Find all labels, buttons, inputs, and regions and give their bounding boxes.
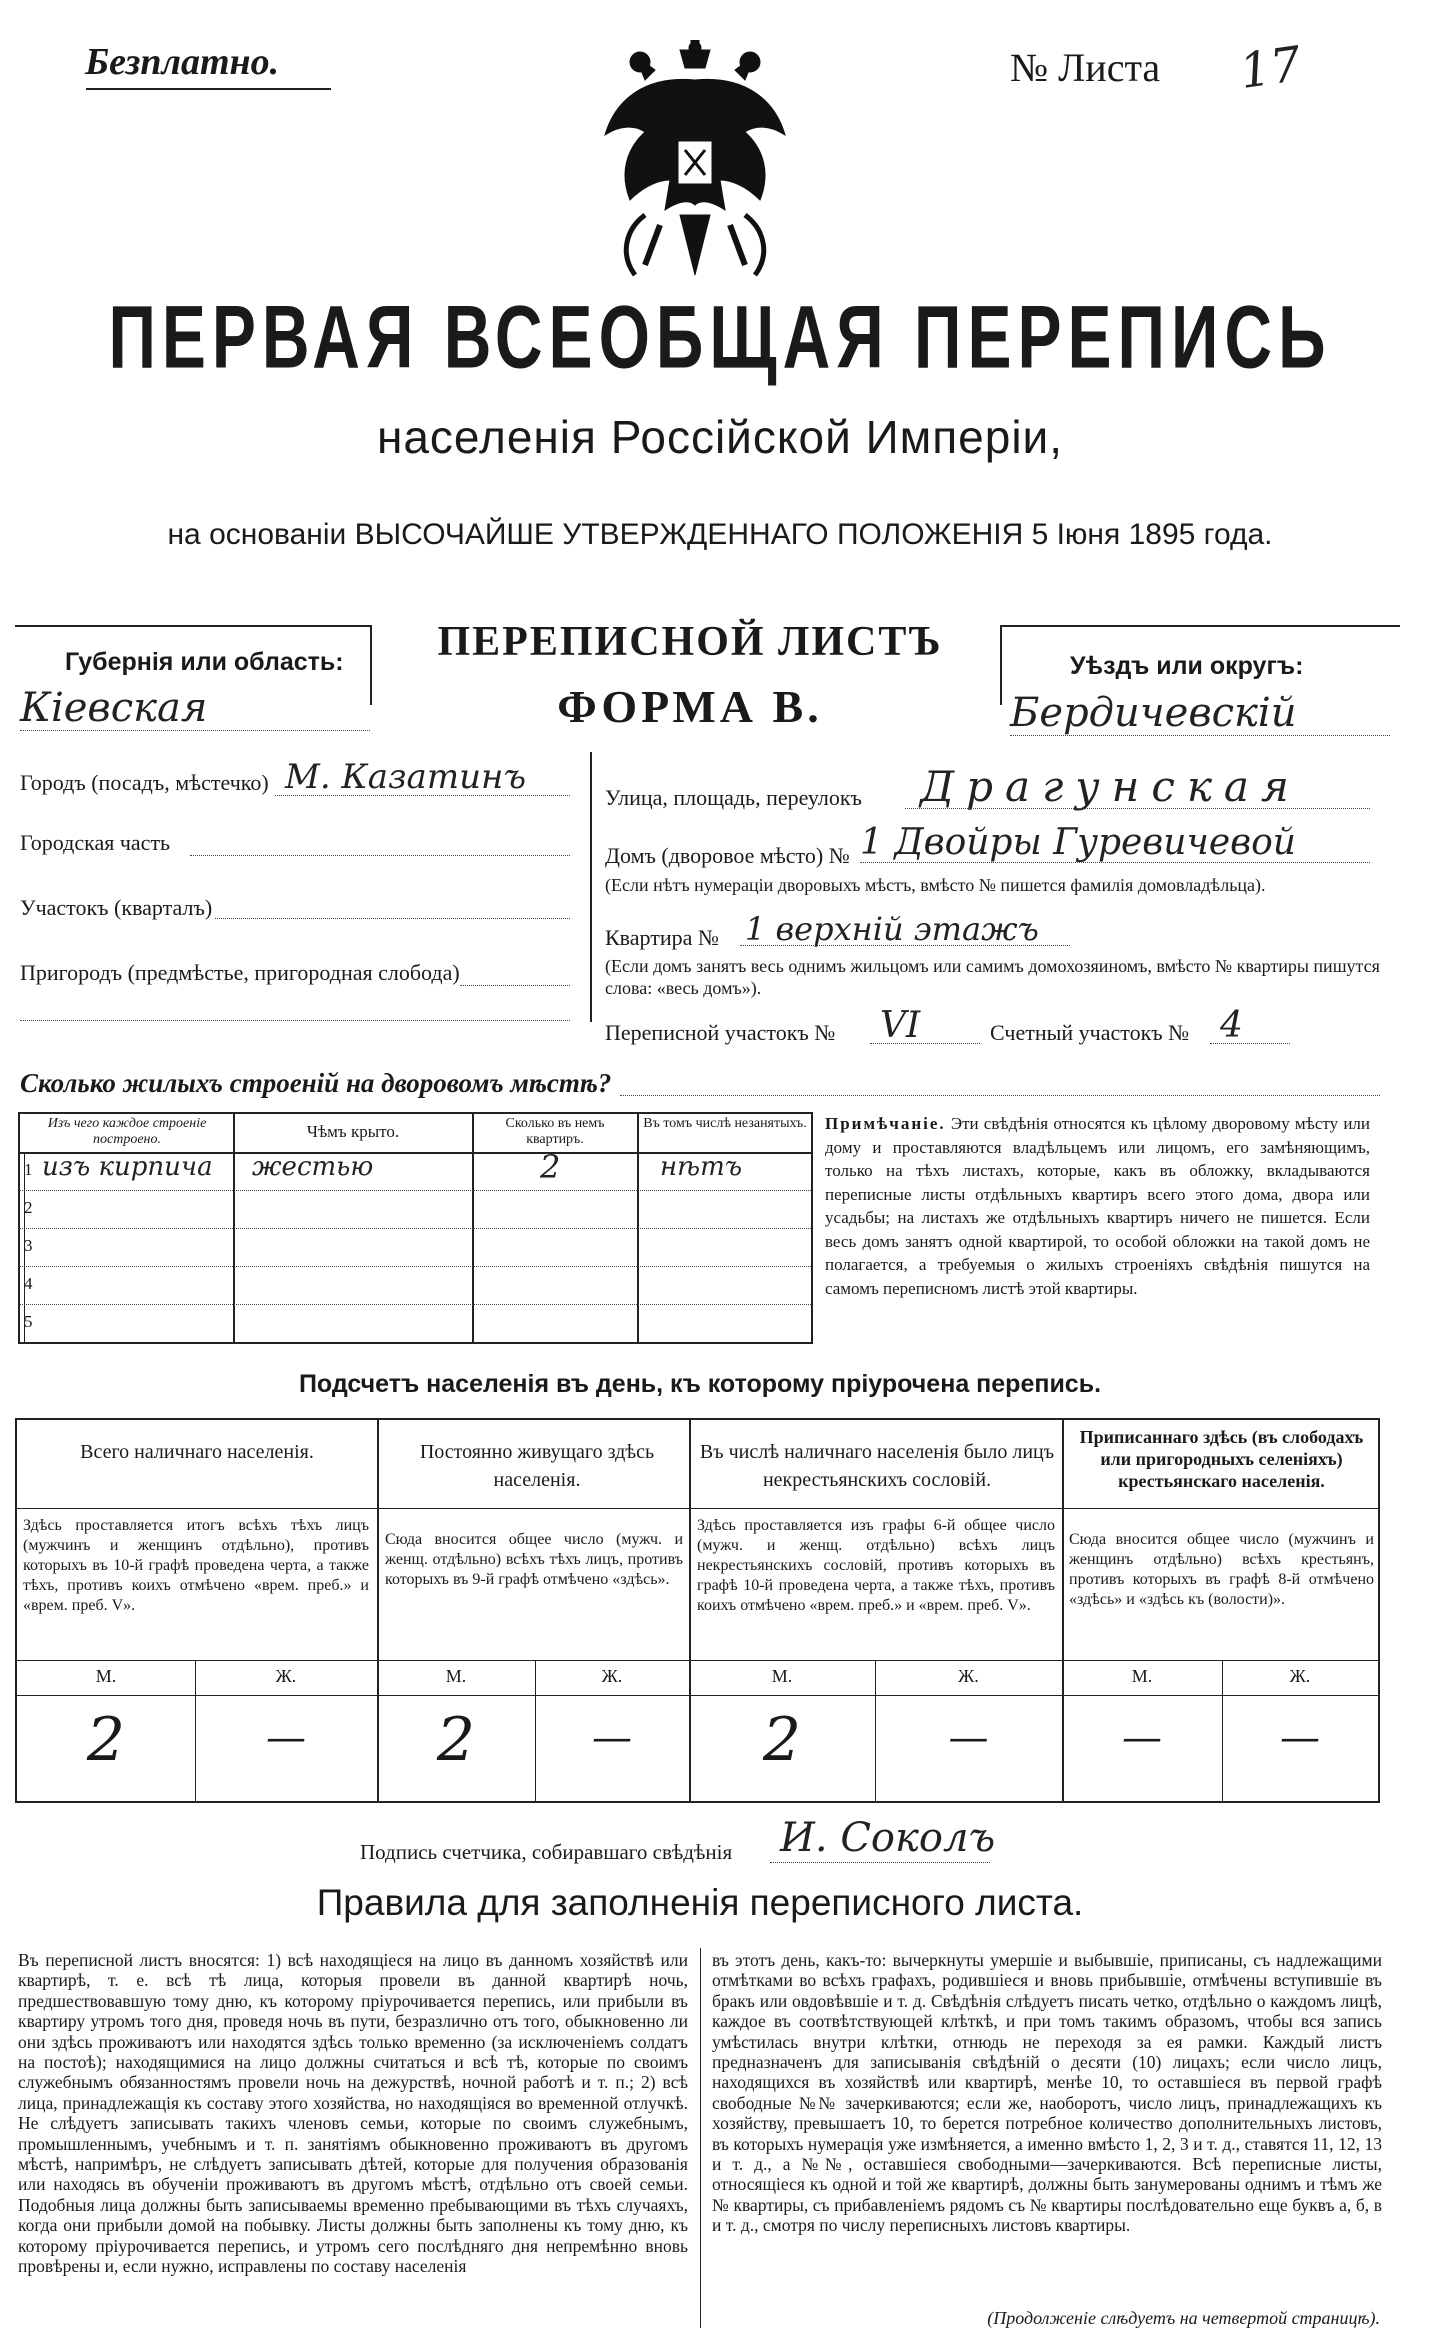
divider <box>1000 625 1400 627</box>
census-area-value: VI <box>880 1005 921 1046</box>
row-number: 5 <box>24 1312 33 1331</box>
row-apartments: 2 <box>540 1148 561 1186</box>
divider <box>1000 625 1002 705</box>
signature-value: И. Соколъ <box>780 1815 996 1861</box>
gubernia-value: Кіевская <box>20 685 208 731</box>
rule <box>215 918 570 919</box>
street-label: Улица, площадь, переулокъ <box>605 785 862 810</box>
street-value: Драгунская <box>920 762 1301 811</box>
divider <box>700 1948 701 2328</box>
population-title: Подсчетъ населенія въ день, къ которому пріурочена перепись. <box>298 1370 1102 1398</box>
rules-left-column: Въ переписной листъ вносятся: 1) всѣ находящіеся на лицо въ данномъ хозяйствѣ или квартирѣ, т. е. всѣ тѣ лица, которыя провели въ данной квартирѣ ночь, предшествовавшую тому дню, къ которому пріурочивается перепись, или прибыли въ квартиру утромъ того дня, проведя ночь въ пути, безразлично отъ того, обыкновенно ли они здѣсь проживаютъ или находятся здѣсь только временно (за исключеніемъ солдатъ на постоѣ); находящимися на лицо должны считаться и всѣ тѣ, которые по своимъ служебнымъ обязанностямъ провели ночь на дежурствѣ, ночной работѣ и т. п.; 2) всѣ лица, принадлежащія къ составу этого хозяйства, но находящіяся во временной отлучкѣ. Не слѣдуетъ записывать такихъ членовъ семьи, которые по своимъ служебнымъ, промышленнымъ, учебнымъ и т. п. занятіямъ обыкновенно проживаютъ въ другомъ мѣстѣ, напримѣръ, не слѣдуетъ записывать дѣтей, которые для получения образованія или находясь въ обученіи проживаютъ въ другомъ мѣстѣ, отдѣльно отъ своей семьи. Подобныя лица должны быть записываемы временно пребывающими въ тѣхъ случаяхъ, когда они прибыли домой на побывку. Листы должны быть заполнены къ тому дню, къ которому пріурочивается перепись, и утромъ сего послѣдняго дня непремѣнно вновь провѣрены и, если нужно, исправлены по составу населенія <box>18 1950 688 2277</box>
population-table <box>15 1418 1380 1803</box>
apartment-value: 1 верхній этажъ <box>745 910 1039 948</box>
table-row <box>20 1190 811 1229</box>
form-title: ПЕРЕПИСНОЙ ЛИСТЪ <box>437 619 943 665</box>
apartment-note: (Если домъ занятъ весь однимъ жильцомъ или самимъ домохозяиномъ, вмѣсто № квартиры пишутся слова: «весь домъ»). <box>605 956 1380 998</box>
census-area-label: Переписной участокъ № <box>605 1020 836 1045</box>
house-label: Домъ (дворовое мѣсто) № <box>605 843 850 868</box>
f-value: — <box>266 1715 306 1761</box>
sheet-no-value: 17 <box>1236 36 1305 100</box>
rule <box>860 862 1370 863</box>
buildings-note <box>825 1112 1370 1300</box>
rules-right-column: въ этотъ день, какъ-то: вычеркнуты умершіе и выбывшіе, приписаны, съ надлежащими отмѣтками во всѣхъ графахъ, родившіеся и вновь прибывшіе, отмѣчены вступившіе въ бракъ или овдовѣвшіе и т. д. Свѣдѣнія слѣдуетъ писать четко, отдѣльно о каждомъ лицѣ, каждое въ соотвѣтствующей клѣткѣ, и при томъ такимъ образомъ, чтобы вся запись умѣстилась внутри клѣтки, отнюдь не переходя за ея рамки. Каждый листъ предназначенъ для записыванія свѣдѣній о десяти (10) лицахъ; если число лицъ, находящихся въ хозяйствѣ или квартирѣ, менѣе 10, то оставшіеся въ первой графѣ свободные №№ зачеркиваются; если же, наоборотъ, число лицъ, принадлежащихъ къ хозяйству, превышаетъ 10, то берется потребное количество дополнительныхъ листовъ, въ которыхъ нумерація уже измѣняется, а именно вмѣсто 1, 2, 3 и т. д., ставятся 11, 12, 13 и т. д., а №№, оставшіеся свободными—зачеркиваются. Всѣ переписные листы, относящіеся къ одной и той же квартирѣ, должны быть занумерованы однимъ и тѣмъ же № квартиры, съ прибавленіемъ рядомъ съ № квартиры послѣдовательно еще буквъ а, б, в и т. д., смотря по числу переписныхъ листовъ квартиры. <box>712 1950 1382 2236</box>
pop-col-header-total: Всего наличнаго населенія. <box>80 1441 314 1463</box>
pop-col-header-peasant: Приписаннаго здѣсь (въ слободахъ или пригородныхъ селеніяхъ) крестьянскаго населенія. <box>1079 1427 1364 1491</box>
m-value: 2 <box>436 1705 476 1775</box>
rules-title: Правила для заполненія переписного листа. <box>316 1882 1084 1923</box>
buildings-question: Сколько жилыхъ строеній на дворовомъ мѣстѣ? <box>20 1068 612 1098</box>
pop-col-header-permanent: Постоянно живущаго здѣсь населенія. <box>419 1441 655 1491</box>
pop-col-note-peasant: Сюда вносится общее число (мужчинъ и женщинъ отдѣльно) всѣхъ крестьянъ, противъ которыхъ въ графѣ 8-й отмѣчено «здѣсь» и «здѣсь къ (волости)». <box>1069 1531 1374 1608</box>
rule <box>870 1043 980 1044</box>
pop-col-note-nonpeasant: Здѣсь проставляется изъ графы 6-й общее число (мужч. и женщ. отдѣльно) всѣхъ лицъ некрестьянскихъ сословій, противъ которыхъ въ графѣ 10-й проведена черта, а также тѣхъ, противъ коихъ отмѣчено «врем. преб.» и «врем. преб. V». <box>697 1517 1055 1614</box>
rule <box>275 795 570 796</box>
rule <box>905 808 1370 809</box>
divider <box>370 625 372 705</box>
col-header-material: Изъ чего каждое строеніе построено. <box>47 1116 207 1147</box>
m-label: М. <box>445 1666 467 1686</box>
apartment-label: Квартира № <box>605 925 719 950</box>
f-value: — <box>592 1715 632 1761</box>
table-row <box>20 1304 811 1342</box>
m-label: М. <box>771 1666 793 1686</box>
col-header-vacant: Въ томъ числѣ незанятыхъ. <box>643 1116 807 1131</box>
city-part-label: Городская часть <box>20 830 171 855</box>
row-material: изъ кирпича <box>42 1152 213 1182</box>
rule <box>620 1095 1380 1096</box>
double-headed-eagle-icon <box>585 40 805 285</box>
rule <box>20 730 370 731</box>
rule <box>1010 735 1390 736</box>
f-label: Ж. <box>601 1666 623 1686</box>
row-number: 2 <box>24 1198 33 1217</box>
m-label: М. <box>95 1666 117 1686</box>
table-row <box>20 1148 811 1191</box>
m-label: М. <box>1131 1666 1153 1686</box>
form-main-title: ПЕРВАЯ ВСЕОБЩАЯ ПЕРЕПИСЬ <box>108 286 1332 387</box>
rule <box>1210 1043 1290 1044</box>
signature-label: Подпись счетчика, собиравшаго свѣдѣнія <box>360 1840 733 1864</box>
pop-col-note-permanent: Сюда вносится общее число (мужч. и женщ. отдѣльно) всѣхъ тѣхъ лицъ, противъ которыхъ въ 9-й графѣ отмѣчено «здѣсь». <box>385 1531 683 1588</box>
f-value: — <box>948 1715 989 1761</box>
city-label: Городъ (посадъ, мѣстечко) <box>20 770 269 795</box>
district-label: Участокъ (кварталъ) <box>20 895 213 920</box>
house-value: 1 Двойры Гуревичевой <box>860 822 1296 863</box>
rule <box>20 1020 570 1021</box>
table-row <box>20 1228 811 1267</box>
pop-col-note-total: Здѣсь проставляется итогъ всѣхъ тѣхъ лицъ (мужчинъ и женщинъ отдѣльно), противъ которыхъ въ 10-й графѣ проведена черта, а также тѣхъ, противъ коихъ отмѣчено «врем. преб.» и «врем. преб. V». <box>23 1517 369 1614</box>
col-header-apartments: Сколько въ немъ квартиръ. <box>505 1116 605 1147</box>
row-number: 3 <box>24 1236 33 1255</box>
free-label-underline <box>86 88 331 90</box>
count-area-label: Счетный участокъ № <box>990 1020 1190 1045</box>
row-roof: жестью <box>252 1152 374 1182</box>
buildings-table <box>18 1112 813 1344</box>
f-label: Ж. <box>1289 1666 1311 1686</box>
uezd-value: Бердичевскій <box>1010 690 1297 736</box>
house-note: (Если нѣтъ нумераціи дворовыхъ мѣстъ, вмѣсто № пишется фамилія домовладѣльца). <box>605 875 1266 895</box>
divider <box>590 752 592 1022</box>
form-letter: ФОРМА В. <box>557 681 823 732</box>
note-text: Эти свѣдѣнія относятся къ цѣлому дворовому мѣсту или дому и проставляются владѣльцемъ или лицомъ, его замѣняющимъ, только на тѣхъ листахъ, которые, какъ въ обложку, вкладываются переписные листы отдѣльныхъ квартиръ всего этого дома, двора или усадьбы; на листахъ же отдѣльныхъ квартиръ ничего не пишется. Если весь домъ занятъ одной квартирой, то особой обложки на такой домъ не полагается, а требуемыя о жилыхъ строеніяхъ свѣдѣнія пишутся на самомъ переписномъ листѣ этой квартиры. <box>825 1114 1370 1298</box>
count-area-value: 4 <box>1220 1005 1243 1046</box>
form-basis: на основаніи ВЫСОЧАЙШЕ УТВЕРЖДЕННАГО ПОЛОЖЕНІЯ 5 Іюня 1895 года. <box>167 518 1273 551</box>
rule <box>190 855 570 856</box>
rule <box>740 945 1070 946</box>
rule <box>460 985 570 986</box>
rules-continued: (Продолженіе слѣдуетъ на четвертой страницѣ). <box>987 2308 1380 2328</box>
suburb-label: Пригородъ (предмѣстье, пригородная слобода) <box>20 960 460 985</box>
m-value: 2 <box>762 1705 802 1775</box>
f-label: Ж. <box>275 1666 297 1686</box>
city-value: М. Казатинъ <box>285 757 527 797</box>
sheet-no-label: № Листа <box>1010 45 1161 90</box>
note-title: Примѣчаніе. <box>825 1114 946 1133</box>
row-vacant: нѣтъ <box>660 1152 743 1182</box>
gubernia-label: Губернія или область: <box>65 648 344 676</box>
row-number: 1 <box>24 1160 33 1179</box>
free-label: Безплатно. <box>85 41 280 83</box>
m-value: — <box>1122 1715 1162 1761</box>
form-subtitle: населенія Россійской Имперіи, <box>376 411 1064 463</box>
pop-col-header-nonpeasant: Въ числѣ наличнаго населенія было лицъ некрестьянскихъ сословій. <box>699 1441 1055 1491</box>
uezd-label: Уѣздъ или округъ: <box>1070 652 1304 680</box>
divider <box>15 625 370 627</box>
f-value: — <box>1280 1715 1320 1761</box>
f-label: Ж. <box>958 1666 979 1686</box>
rule <box>770 1862 990 1863</box>
m-value: 2 <box>86 1705 126 1775</box>
col-header-roof: Чѣмъ крыто. <box>306 1122 400 1141</box>
table-row <box>20 1266 811 1305</box>
row-number: 4 <box>24 1274 33 1293</box>
